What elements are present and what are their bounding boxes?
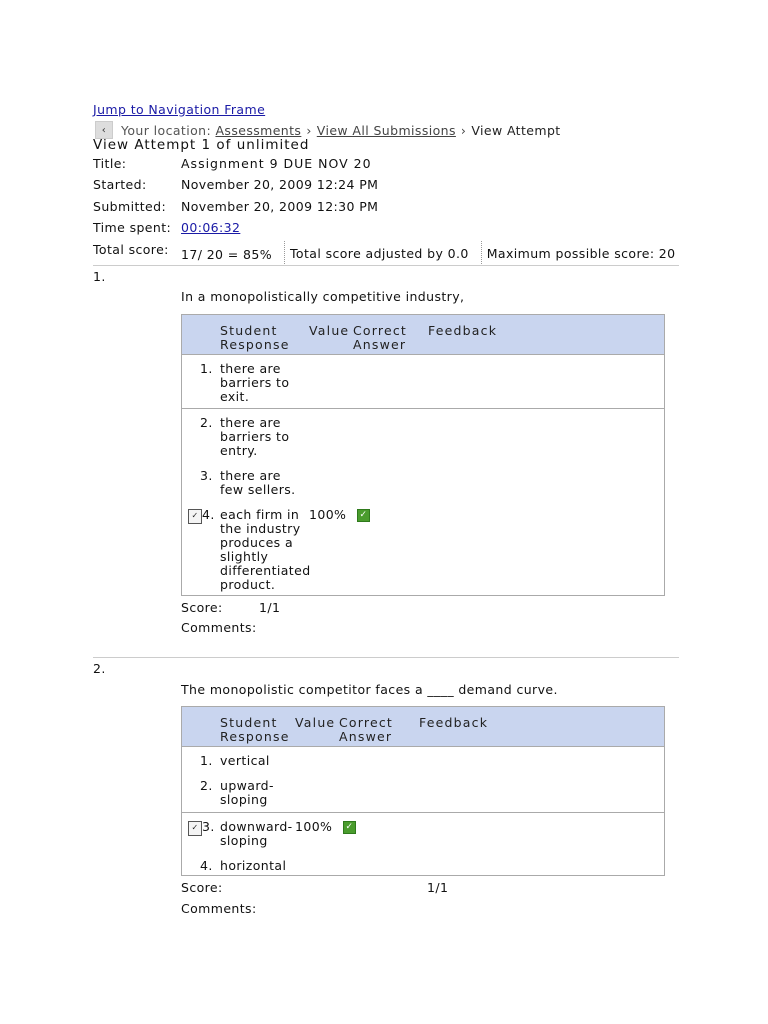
option-value: 100% [295, 819, 333, 834]
question-text: In a monopolistically competitive industry, [181, 289, 465, 304]
breadcrumb-current: View Attempt [471, 122, 561, 138]
adjusted-score: Total score adjusted by 0.0 [284, 241, 473, 266]
title-value: Assignment 9 DUE NOV 20 [181, 156, 372, 171]
started-value: November 20, 2009 12:24 PM [181, 177, 379, 192]
divider [93, 657, 679, 658]
option-number: 4. [202, 507, 215, 522]
time-spent-link[interactable]: 00:06:32 [181, 220, 241, 235]
score-label: Score: [181, 600, 223, 615]
option-number: 2. [200, 415, 213, 430]
option-number: 2. [200, 778, 213, 793]
option-value: 100% [309, 507, 347, 522]
total-score-label: Total score: [93, 242, 169, 257]
jump-to-navigation-link[interactable]: Jump to Navigation Frame [93, 102, 266, 117]
option-number: 1. [200, 361, 213, 376]
header-student-response: Student Response [220, 323, 290, 352]
green-check-icon: ✓ [343, 821, 356, 834]
breadcrumb-separator: › [460, 122, 467, 138]
submitted-label: Submitted: [93, 199, 167, 214]
chevron-left-icon[interactable]: ‹ [95, 121, 113, 139]
maximum-score: Maximum possible score: 20 [481, 241, 680, 266]
breadcrumb-separator: › [306, 122, 312, 138]
option-text: downward-sloping [220, 819, 293, 848]
option-text: there are barriers to entry. [220, 415, 290, 458]
header-value: Value [309, 323, 350, 338]
score-value: 1/1 [427, 880, 449, 895]
started-label: Started: [93, 177, 147, 192]
option-number: 1. [200, 753, 213, 768]
document-check-icon: ✓ [188, 821, 202, 836]
submitted-value: November 20, 2009 12:30 PM [181, 199, 379, 214]
table-header [182, 707, 664, 746]
question-text: The monopolistic competitor faces a ____ demand curve. [181, 682, 558, 697]
option-text: vertical [220, 753, 270, 768]
green-check-icon: ✓ [357, 509, 370, 522]
title-label: Title: [93, 156, 127, 171]
option-text: there are barriers to exit. [220, 361, 290, 404]
header-feedback: Feedback [428, 323, 498, 338]
header-feedback: Feedback [419, 715, 489, 730]
option-group [182, 408, 664, 595]
comments-label: Comments: [181, 620, 257, 635]
option-group [182, 354, 664, 408]
header-correct-answer: Correct Answer [353, 323, 408, 352]
option-text: upward-sloping [220, 778, 274, 807]
option-number: 4. [200, 858, 213, 873]
page-title: View Attempt 1 of unlimited [93, 137, 310, 153]
option-text: horizontal [220, 858, 287, 873]
response-table [181, 314, 665, 596]
header-value: Value [295, 715, 336, 730]
breadcrumb-assessments[interactable]: Assessments [215, 122, 302, 138]
question-number: 1. [93, 269, 106, 284]
question-number: 2. [93, 661, 106, 676]
header-student-response: Student Response [220, 715, 290, 744]
score-label: Score: [181, 880, 223, 895]
option-text: each firm in the industry produces a slightly differentiated product. [220, 507, 311, 592]
time-spent-label: Time spent: [93, 220, 172, 235]
option-text: there are few sellers. [220, 468, 296, 497]
option-number: 3. [200, 468, 213, 483]
document-check-icon: ✓ [188, 509, 202, 524]
total-score-value: 17/ 20 = 85% [181, 247, 272, 262]
breadcrumb-view-all-submissions[interactable]: View All Submissions [316, 122, 456, 138]
response-table [181, 706, 665, 876]
location-label: Your location: [121, 122, 212, 138]
option-group [182, 746, 664, 812]
option-number: 3. [202, 819, 215, 834]
score-value: 1/1 [259, 600, 281, 615]
table-header [182, 315, 664, 354]
option-group [182, 812, 664, 874]
comments-label: Comments: [181, 901, 257, 916]
header-correct-answer: Correct Answer [339, 715, 394, 744]
total-score-box [181, 241, 680, 266]
divider [93, 265, 679, 266]
